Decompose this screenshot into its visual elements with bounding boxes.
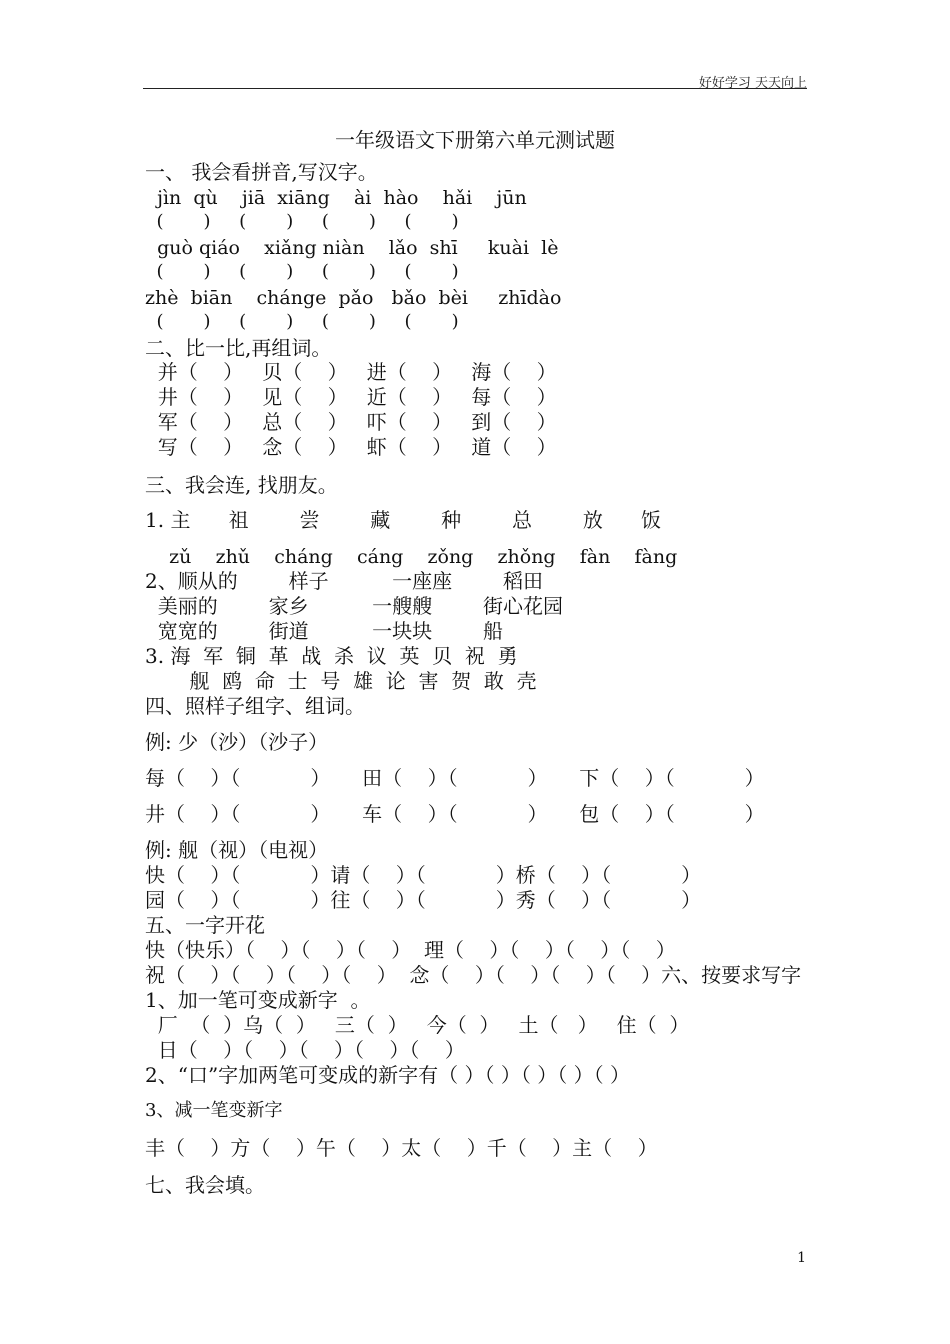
section-2-heading: 二、比一比,再组词。	[145, 336, 332, 360]
header-slogan: 好好学习 天天向上	[698, 76, 807, 91]
pinyin-row-2: guò qiáo xiǎng niàn lǎo shī kuài lè	[145, 237, 559, 259]
section-1-heading: 一、 我会看拼音,写汉字。	[145, 160, 378, 184]
task-6-1: 1、加一笔可变成新字 。	[145, 988, 371, 1012]
match-row-2a: 2、顺从的 样子 一座座 稻田	[145, 569, 544, 593]
header-rule	[143, 88, 807, 89]
example-2: 例: 舰（视）（电视）	[145, 838, 329, 862]
word-row-4: 园（ ）（ ）往（ ）（ ）秀（ ）（ ）	[145, 888, 702, 912]
compare-row-3: 军（ ） 总（ ） 吓（ ） 到（ ）	[145, 410, 557, 434]
blank-row-2: ( ) ( ) ( ) ( )	[145, 261, 459, 282]
match-row-2b: 美丽的 家乡 一艘艘 街心花园	[145, 594, 564, 618]
compare-row-1: 并（ ） 贝（ ） 进（ ） 海（ ）	[145, 360, 557, 384]
section-5-heading: 五、一字开花	[145, 913, 265, 937]
section-7-heading: 七、我会填。	[145, 1173, 265, 1197]
word-row-3: 快（ ）（ ）请（ ）（ ）桥（ ）（ ）	[145, 863, 702, 887]
flower-row-1: 快（快乐）（ ）（ ）（ ） 理（ ）（ ）（ ）（ ）	[145, 938, 676, 962]
pinyin-row-3: zhè biān chánge pǎo bǎo bèi zhīdào	[145, 287, 562, 309]
section-4-heading: 四、照样子组字、组词。	[145, 694, 365, 718]
match-pinyin-row: zǔ zhǔ cháng cáng zǒng zhǒng fàn fàng	[145, 546, 678, 568]
blank-row-1: ( ) ( ) ( ) ( )	[145, 211, 459, 232]
add-stroke-row-1: 厂 （ ）乌（ ） 三（ ） 今（ ） 土（ ） 住（ ）	[145, 1013, 690, 1037]
page-title: 一年级语文下册第六单元测试题	[335, 128, 615, 152]
match-row-3a: 3. 海 军 铜 革 战 杀 议 英 贝 祝 勇	[145, 644, 518, 668]
compare-row-2: 井（ ） 见（ ） 近（ ） 每（ ）	[145, 385, 557, 409]
remove-stroke-row: 丰（ ）方（ ）午（ ）太（ ）千（ ）主（ ）	[145, 1136, 658, 1160]
word-row-1: 每（ ）（ ） 田（ ）（ ） 下（ ）（ ）	[145, 766, 765, 790]
pinyin-row-1: jìn qù jiā xiāng ài hào hǎi jūn	[145, 187, 527, 209]
section-3-heading: 三、我会连, 找朋友。	[145, 473, 338, 497]
match-row-2c: 宽宽的 街道 一块块 船	[145, 619, 504, 643]
task-6-3: 3、减一笔变新字	[145, 1100, 283, 1121]
example-1: 例: 少（沙）（沙子）	[145, 730, 329, 754]
compare-row-4: 写（ ） 念（ ） 虾（ ） 道（ ）	[145, 435, 557, 459]
add-stroke-row-2: 日（ ）（ ）（ ）（ ）（ ）	[145, 1038, 465, 1062]
blank-row-3: ( ) ( ) ( ) ( )	[145, 311, 459, 332]
match-row-1: 1. 主 祖 尝 藏 种 总 放 饭	[145, 508, 662, 532]
page-number: 1	[797, 1250, 806, 1266]
task-6-2: 2、“口”字加两笔可变成的新字有（ ）（ ）（ ）（ ）（ ）	[145, 1063, 630, 1087]
flower-row-2: 祝（ ）（ ）（ ）（ ） 念（ ）（ ）（ ）（ ）六、按要求写字	[145, 963, 802, 987]
word-row-2: 井（ ）（ ） 车（ ）（ ） 包（ ）（ ）	[145, 802, 765, 826]
match-row-3b: 舰 鸥 命 士 号 雄 论 害 贺 敢 壳	[145, 669, 537, 693]
